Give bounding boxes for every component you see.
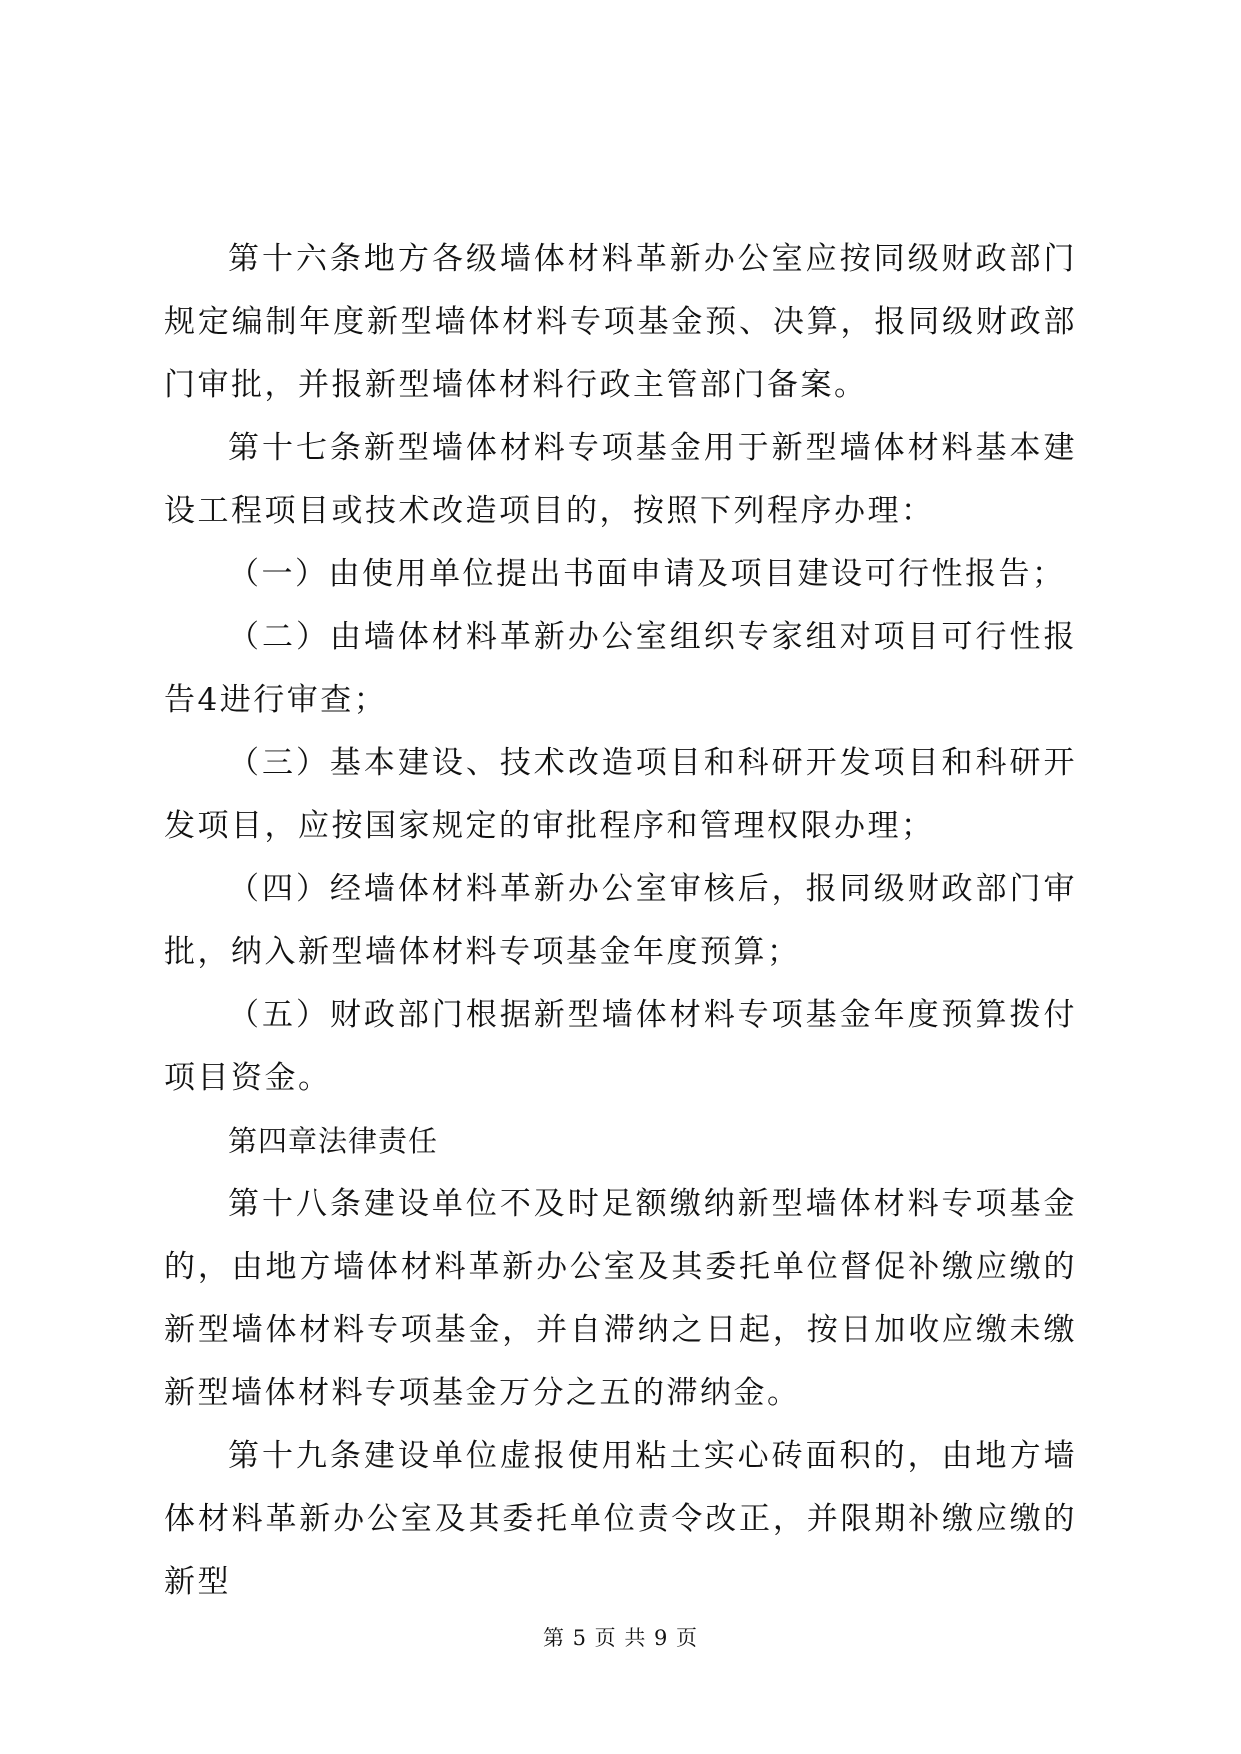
document-body <box>164 228 1077 1614</box>
paragraph-article-17-item-5: （五）财政部门根据新型墙体材料专项基金年度预算拨付项目资金。 <box>164 997 1077 1096</box>
page-number-footer: 第 5 页 共 9 页 <box>542 1626 699 1650</box>
chapter-heading: 第四章法律责任 <box>228 1124 439 1158</box>
paragraph-article-17-item-3: （三）基本建设、技术改造项目和科研开发项目和科研开发项目，应按国家规定的审批程序和管理权限办理； <box>164 745 1077 844</box>
paragraph-article-19: 第十九条建设单位虚报使用粘土实心砖面积的，由地方墙体材料革新办公室及其委托单位责令改正，并限期补缴应缴的新型 <box>164 1438 1077 1600</box>
paragraph-article-17-item-2: （二）由墙体材料革新办公室组织专家组对项目可行性报告4进行审查； <box>164 619 1077 718</box>
paragraph-article-17-item-1: （一）由使用单位提出书面申请及项目建设可行性报告； <box>228 556 1066 592</box>
paragraph-article-18: 第十八条建设单位不及时足额缴纳新型墙体材料专项基金的，由地方墙体材料革新办公室及其委托单位督促补缴应缴的新型墙体材料专项基金，并自滞纳之日起，按日加收应缴未缴新型墙体材料专项基金万分之五的滞纳金。 <box>164 1186 1077 1411</box>
paragraph-article-17-item-4: （四）经墙体材料革新办公室审核后，报同级财政部门审批，纳入新型墙体材料专项基金年度预算； <box>164 871 1077 970</box>
paragraph-article-17: 第十七条新型墙体材料专项基金用于新型墙体材料基本建设工程项目或技术改造项目的，按照下列程序办理： <box>164 430 1077 529</box>
paragraph-article-16: 第十六条地方各级墙体材料革新办公室应按同级财政部门规定编制年度新型墙体材料专项基金预、决算，报同级财政部门审批，并报新型墙体材料行政主管部门备案。 <box>164 241 1077 403</box>
